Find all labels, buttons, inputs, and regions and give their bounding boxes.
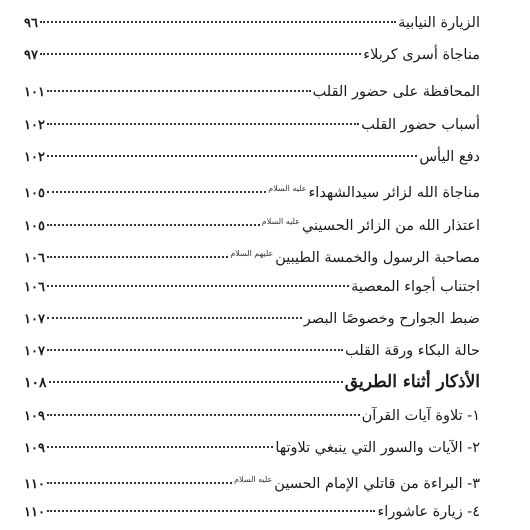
dot-leader	[47, 123, 359, 125]
page-number: ١٠٦	[24, 250, 45, 266]
entry-title: المحافظة على حضور القلب	[312, 84, 480, 100]
dot-leader	[47, 349, 343, 351]
dot-leader	[49, 381, 343, 383]
honorific-mark: عليهم السلام	[230, 249, 274, 258]
toc-entry[interactable]	[24, 210, 480, 234]
toc-entry[interactable]	[24, 468, 480, 492]
page-number: ١٠٨	[24, 375, 47, 391]
toc-entry[interactable]	[24, 177, 480, 201]
entry-title: ٤- زيارة عاشوراء	[377, 504, 480, 520]
dot-leader	[47, 224, 260, 226]
page-number: ١١٠	[24, 476, 45, 492]
page-number: ١٠١	[24, 85, 45, 100]
toc-entry[interactable]	[24, 242, 480, 266]
page-number: ١٠٩	[24, 441, 45, 456]
page-number: ٩٦	[24, 16, 38, 31]
entry-title: حالة البكاء ورقة القلب	[345, 343, 480, 359]
toc-entry[interactable]	[24, 339, 480, 363]
toc-section-heading[interactable]	[24, 370, 480, 394]
dot-leader	[47, 317, 302, 319]
entry-title: الزيارة النيابية	[398, 15, 480, 31]
toc-entry[interactable]	[24, 275, 480, 299]
honorific-mark: عليه السلام	[261, 217, 300, 226]
toc-entry[interactable]	[24, 145, 480, 169]
toc-entry[interactable]	[24, 11, 480, 35]
toc-entry[interactable]	[24, 43, 480, 67]
entry-title: اعتذار الله من الزائر الحسينيعليه السلام	[262, 210, 480, 238]
page-number: ١٠٥	[24, 218, 45, 234]
entry-title: مصاحبة الرسول والخمسة الطيبينعليهم السلام	[230, 242, 480, 270]
entry-title: مناجاة الله لزائر سيدالشهداءعليه السلام	[268, 177, 480, 205]
entry-title: مناجاة أسرى كربلاء	[363, 47, 480, 63]
page-number: ١٠٧	[24, 312, 45, 327]
page-number: ١٠٧	[24, 344, 45, 359]
entry-title: دفع اليأس	[419, 149, 480, 165]
dot-leader	[47, 256, 228, 258]
dot-leader	[47, 191, 266, 193]
page-number: ١٠٩	[24, 409, 45, 424]
dot-leader	[47, 414, 360, 416]
dot-leader	[47, 155, 417, 157]
page-number: ٩٧	[24, 48, 38, 63]
page-number: ١٠٥	[24, 185, 45, 201]
page-number: ١١٠	[24, 505, 45, 520]
entry-title: ١- تلاوة آيات القرآن	[361, 408, 480, 424]
dot-leader	[47, 482, 232, 484]
dot-leader	[47, 285, 349, 287]
honorific-mark: عليه السلام	[268, 184, 307, 193]
toc-entry[interactable]	[24, 404, 480, 428]
dot-leader	[47, 510, 376, 512]
dot-leader	[47, 446, 273, 448]
toc-entry[interactable]	[24, 500, 480, 524]
page-number: ١٠٢	[24, 118, 45, 133]
page-number: ١٠٦	[24, 280, 45, 295]
entry-title: أسباب حضور القلب	[361, 117, 480, 133]
toc-entry[interactable]	[24, 436, 480, 460]
dot-leader	[40, 53, 361, 55]
toc-entry[interactable]	[24, 80, 480, 104]
toc-entry[interactable]	[24, 113, 480, 137]
entry-title: ضبط الجوارح وخصوصًا البصر	[303, 311, 480, 327]
honorific-mark: عليه السلام	[234, 475, 273, 484]
toc-entry[interactable]	[24, 307, 480, 331]
page-number: ١٠٢	[24, 150, 45, 165]
entry-title: ٢- الآيات والسور التي ينبغي تلاوتها	[275, 440, 480, 456]
dot-leader	[47, 90, 311, 92]
dot-leader	[40, 21, 396, 23]
entry-title: ٣- البراءة من قاتلي الإمام الحسينعليه السلام	[234, 468, 480, 496]
entry-title: اجتناب أجواء المعصية	[351, 279, 480, 295]
entry-title: الأذكار أثناء الطريق	[344, 372, 480, 392]
